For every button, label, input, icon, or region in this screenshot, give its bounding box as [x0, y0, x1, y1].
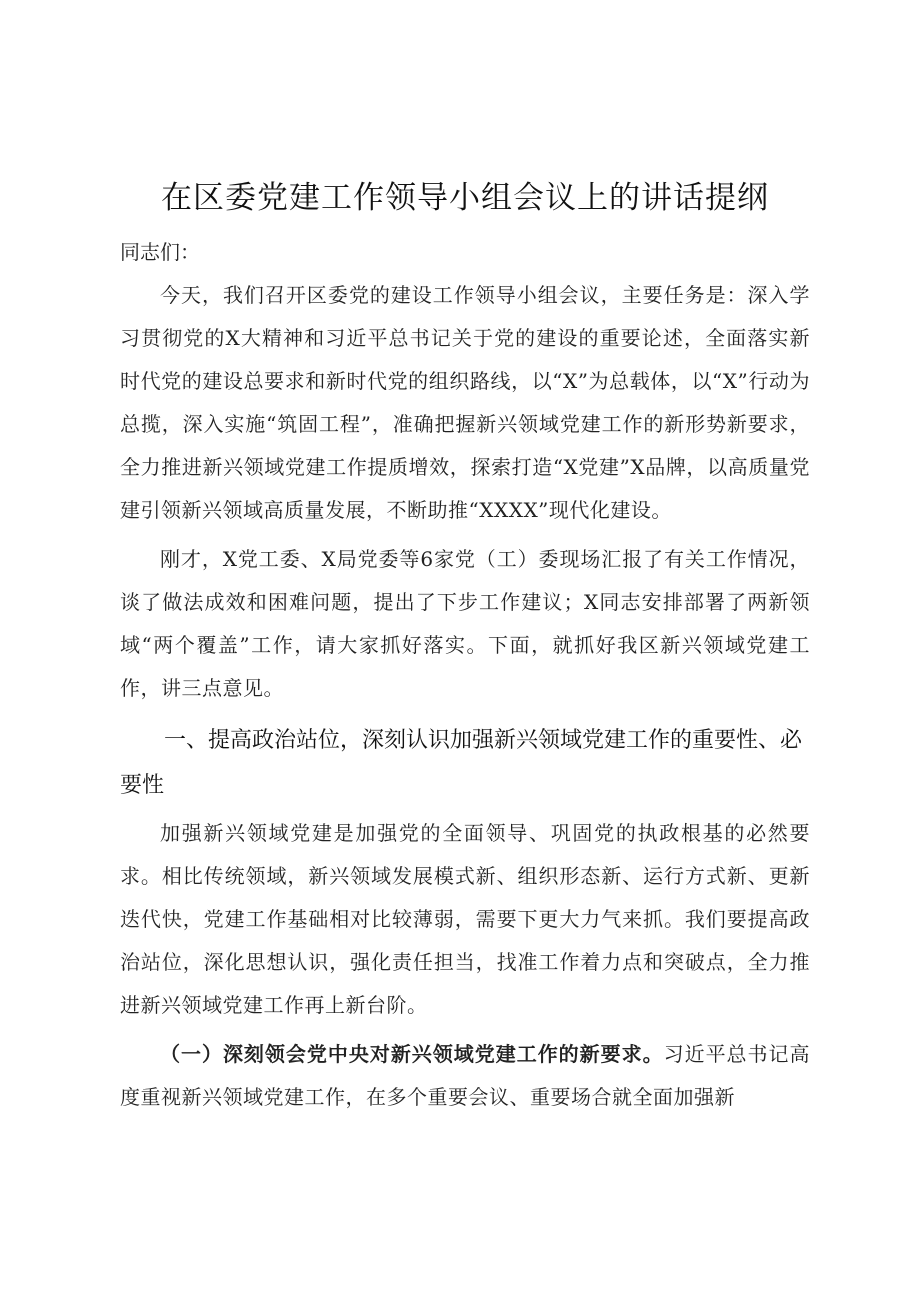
- paragraph-opening: 今天，我们召开区委党的建设工作领导小组会议，主要任务是：深入学习贯彻党的X大精神和习近平总书记关于党的建设的重要论述，全面落实新时代党的建设总要求和新时代党的组织路线，以“X”为总载体，以“X”行动为总揽，深入实施“筑固工程”，准确把握新兴领域党建工作的新形势新要求，全力推进新兴领域党建工作提质增效，探索打造“X党建”X品牌，以高质量党建引领新兴领域高质量发展，不断助推“XXXX”现代化建设。: [120, 283, 810, 522]
- section-1-paragraph: 加强新兴领域党建是加强党的全面领导、巩固党的执政根基的必然要求。相比传统领域，新兴领域发展模式新、组织形态新、运行方式新、更新迭代快，党建工作基础相对比较薄弱，需要下更大力气来抓。我们要提高政治站位，深化思想认识，强化责任担当，找准工作着力点和突破点，全力推进新兴领域党建工作再上新台阶。: [120, 821, 810, 1017]
- subsection-1-text: 习近平总书记高度重视新兴领域党建工作，在多个重要会议、重要场合就全面加强新: [120, 1042, 811, 1109]
- document-page: [120, 168, 810, 1119]
- subsection-1-lead: （一）深刻领会党中央对新兴领域党建工作的新要求。: [160, 1042, 664, 1066]
- section-heading-1: 一、提高政治站位，深刻认识加强新兴领域党建工作的重要性、必要性: [120, 728, 803, 798]
- document-title: 在区委党建工作领导小组会议上的讲话提纲: [161, 180, 769, 216]
- salutation: 同志们：: [120, 240, 200, 264]
- paragraph-report-summary: 刚才，X党工委、X局党委等6家党（工）委现场汇报了有关工作情况，谈了做法成效和困难问题，提出了下步工作建议；X同志安排部署了两新领域“两个覆盖”工作，请大家抓好落实。下面，就抓好我区新兴领域党建工作，讲三点意见。: [120, 547, 810, 700]
- subsection-1-paragraph: [120, 1033, 810, 1119]
